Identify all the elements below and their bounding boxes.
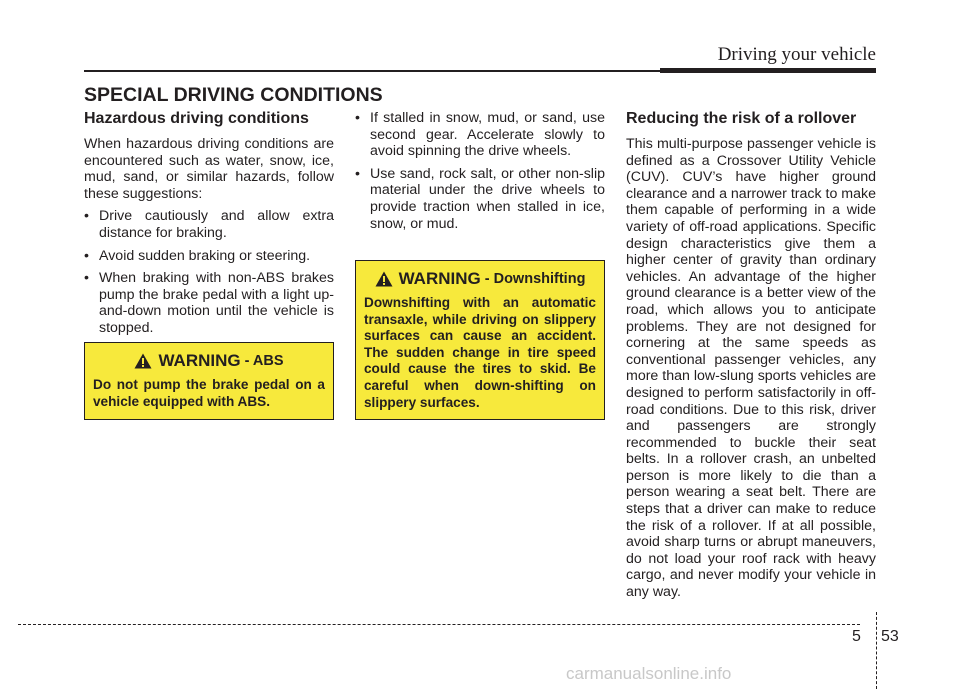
section-title: SPECIAL DRIVING CONDITIONS bbox=[84, 84, 383, 106]
warning-word: WARNING bbox=[398, 269, 481, 288]
warning-abs-box bbox=[84, 342, 334, 420]
column-right bbox=[626, 110, 876, 607]
rollover-heading: Reducing the risk of a rollover bbox=[626, 110, 857, 127]
warning-text: Downshifting with an automatic transaxle, while driving on slippery surfaces can cause an accident. The sudden change in tire speed could cause the tires to skid. Be careful when down-shifting on slippery surfaces. bbox=[364, 295, 596, 410]
warning-word: WARNING bbox=[158, 351, 241, 370]
page-number: 53 bbox=[881, 628, 899, 645]
warning-triangle-icon bbox=[375, 271, 393, 287]
hazardous-heading: Hazardous driving conditions bbox=[84, 110, 309, 127]
page-chapter-number: 5 bbox=[852, 628, 861, 645]
header-chapter-title: Driving your vehicle bbox=[717, 44, 876, 65]
warning-downshift-header bbox=[364, 269, 596, 289]
warning-text: Do not pump the brake pedal on a vehicle equipped with ABS. bbox=[93, 377, 325, 409]
list-item: • Avoid sudden braking or steering. bbox=[84, 247, 311, 264]
hazardous-list-continued bbox=[355, 110, 605, 232]
hazardous-list bbox=[84, 208, 334, 336]
column-middle bbox=[355, 110, 605, 238]
warning-downshift-box bbox=[355, 260, 605, 420]
hazardous-intro: When hazardous driving conditions are encountered such as water, snow, ice, mud, sand, or similar hazards, follow these suggestions: bbox=[84, 136, 334, 202]
warning-triangle-icon bbox=[134, 353, 152, 369]
warning-abs-header bbox=[93, 351, 325, 371]
warning-subject: - ABS bbox=[244, 353, 284, 369]
list-item: • If stalled in snow, mud, or sand, use second gear. Accelerate slowly to avoid spinning the drive wheels. bbox=[355, 110, 605, 160]
header-rule bbox=[84, 70, 660, 72]
warning-subject: - Downshifting bbox=[484, 271, 586, 287]
list-item: • When braking with non-ABS brakes pump the brake pedal with a light up-and-down motion until the vehicle is stopped. bbox=[84, 270, 334, 336]
footer-divider-vertical bbox=[876, 612, 877, 689]
list-item: • Drive cautiously and allow extra distance for braking. bbox=[84, 208, 334, 241]
column-left bbox=[84, 110, 334, 343]
list-item: • Use sand, rock salt, or other non-slip material under the drive wheels to provide traction when stalled in ice, snow, or mud. bbox=[355, 165, 605, 232]
rollover-text: This multi-purpose passenger vehicle is defined as a Crossover Utility Vehicle (CUV). CUV’s have higher ground clearance and a narrower track to make them capable of performing in a wide variety of off-road applications. Specific design characteristics give them a higher center of gravity than ordinary vehicles. An advantage of the higher ground clearance is a better view of the road, which allows you to anticipate problems. They are not designed for cornering at the same speeds as conventional passenger vehicles, any more than low-slung sports vehicles are designed to perform satisfactorily in off-road conditions. Due to this risk, driver and passengers are strongly recommended to buckle their seat belts. In a rollover crash, an unbelted person is more likely to die than a person wearing a seat belt. There are steps that a driver can make to reduce the risk of a rollover. If at all possible, avoid sharp turns or abrupt maneuvers, do not load your roof rack with heavy cargo, and never modify your vehicle in any way. bbox=[626, 136, 876, 601]
footer-divider bbox=[18, 624, 860, 625]
header-rule-accent bbox=[660, 68, 876, 73]
watermark: carmanualsonline.info bbox=[566, 664, 732, 683]
